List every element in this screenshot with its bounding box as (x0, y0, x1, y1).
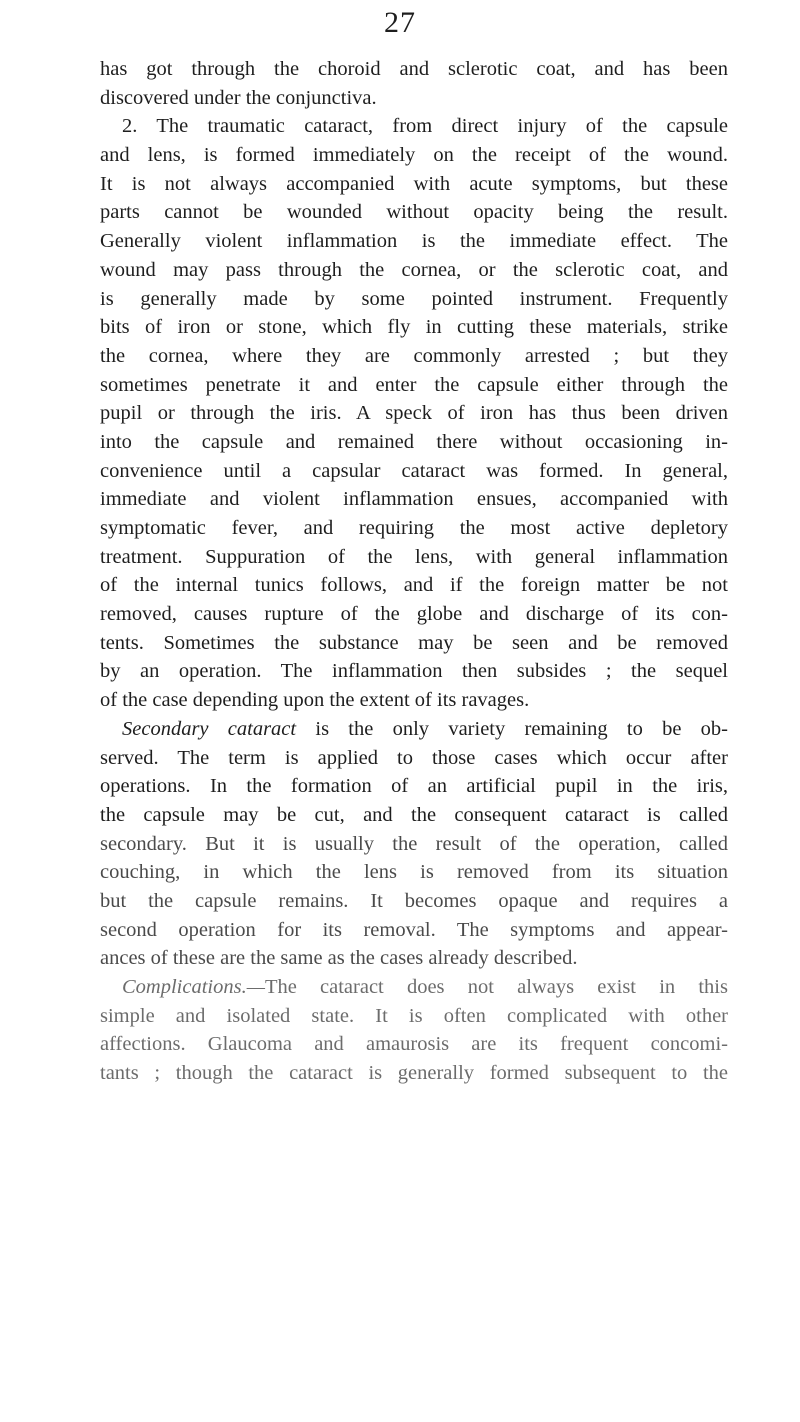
text-line: sometimes penetrate it and enter the capsule either through the (100, 373, 728, 396)
text-line: second operation for its removal. The symptoms and appear- (100, 918, 728, 941)
italic-heading-secondary: Secondary cataract (122, 717, 297, 740)
text-line: 2. The traumatic cataract, from direct injury of the capsule (122, 115, 728, 138)
text-line: tants ; though the cataract is generally formed subsequent to the (100, 1062, 728, 1085)
text-line: of the case depending upon the extent of its ravages. (100, 689, 530, 712)
text-line: couching, in which the lens is removed from its situation (100, 861, 728, 884)
page-number: 27 (384, 6, 416, 39)
text-line-secondary (100, 715, 728, 744)
text-line: by an operation. The inflammation then subsides ; the sequel (100, 660, 728, 683)
text-line-rest: The cataract does not always exist in this (264, 976, 728, 998)
text-line: into the capsule and remained there without occasioning in- (100, 430, 728, 453)
text-line-complications (100, 973, 728, 1002)
text-line: simple and isolated state. It is often complicated with other (100, 1004, 728, 1027)
body-text (100, 55, 728, 1088)
text-line: removed, causes rupture of the globe and discharge of its con- (100, 603, 728, 626)
text-line: immediate and violent inflammation ensues, accompanied with (100, 488, 728, 511)
text-line: It is not always accompanied with acute symptoms, but these (100, 172, 728, 195)
text-line: operations. In the formation of an artificial pupil in the iris, (100, 775, 728, 798)
text-line: wound may pass through the cornea, or the sclerotic coat, and (100, 258, 728, 281)
text-line: ances of these are the same as the cases already described. (100, 947, 578, 970)
italic-heading-complications: Complications.— (122, 976, 265, 998)
text-line-rest: is the only variety remaining to be ob- (315, 717, 729, 740)
text-line: tents. Sometimes the substance may be seen and be removed (100, 631, 728, 654)
text-line: the cornea, where they are commonly arrested ; but they (100, 344, 728, 367)
text-line: of the internal tunics follows, and if the foreign matter be not (100, 574, 728, 597)
text-line: parts cannot be wounded without opacity being the result. (100, 201, 728, 224)
text-line: served. The term is applied to those cases which occur after (100, 746, 728, 769)
text-line: pupil or through the iris. A speck of iron has thus been driven (100, 402, 728, 425)
text-line: but the capsule remains. It becomes opaque and requires a (100, 889, 728, 912)
text-line: convenience until a capsular cataract was formed. In general, (100, 459, 728, 482)
text-line: has got through the choroid and sclerotic coat, and has been (100, 58, 728, 80)
text-line: Generally violent inflammation is the immediate effect. The (100, 230, 728, 253)
text-line: bits of iron or stone, which fly in cutting these materials, strike (100, 316, 728, 339)
text-line: is generally made by some pointed instrument. Frequently (100, 287, 728, 310)
text-line: symptomatic fever, and requiring the most active depletory (100, 517, 728, 539)
text-line: affections. Glaucoma and amaurosis are its frequent concomi- (100, 1033, 728, 1056)
text-line: treatment. Suppuration of the lens, with general inflammation (100, 545, 728, 568)
text-line: and lens, is formed immediately on the receipt of the wound. (100, 144, 728, 167)
text-line: discovered under the conjunctiva. (100, 86, 377, 109)
text-line: secondary. But it is usually the result of the operation, called (100, 832, 728, 855)
text-line: the capsule may be cut, and the consequent cataract is called (100, 803, 728, 826)
